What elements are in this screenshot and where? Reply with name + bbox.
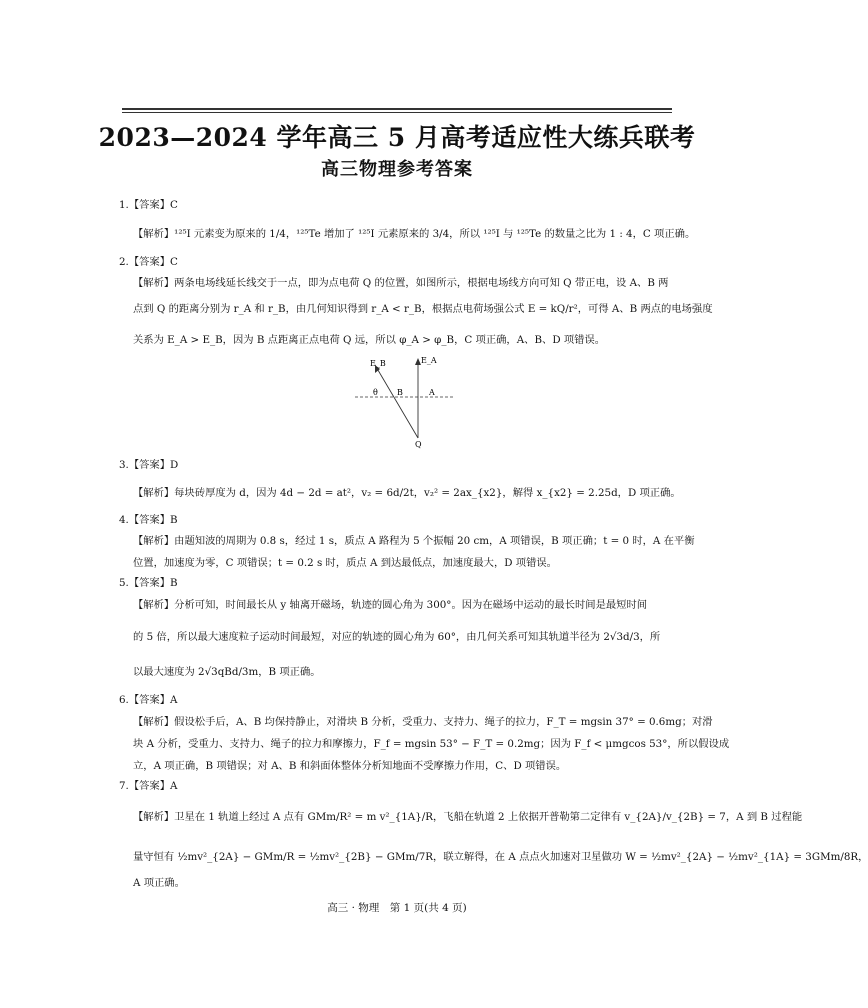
- label-b: B: [397, 388, 403, 397]
- question-1-answer: [119, 198, 178, 212]
- page-title: 2023—2024 学年高三 5 月高考适应性大练兵联考: [98, 123, 696, 152]
- question-2-explanation-line-2: 点到 Q 的距离分别为 r_A 和 r_B，由几何知识得到 r_A < r_B，根据点电荷场强公式 E = kQ/r²，可得 A、B 两点的电场强度: [133, 303, 713, 315]
- label-ea: E_A: [421, 356, 437, 365]
- question-6-explanation-line-1: 【解析】假设松手后，A、B 均保持静止，对滑块 B 分析，受重力、支持力、绳子的拉力，F_T = mgsin 37° = 0.6mg；对滑: [133, 716, 713, 728]
- question-5-answer: [119, 576, 178, 590]
- label-eb: E_B: [370, 359, 386, 368]
- question-1-explanation: 【解析】¹²⁵I 元素变为原来的 1/4，¹²⁵Te 增加了 ¹²⁵I 元素原来的 3/4，所以 ¹²⁵I 与 ¹²⁵Te 的数量之比为 1 : 4，C 项正确。: [133, 228, 696, 240]
- question-6-answer: [119, 693, 177, 707]
- question-5-explanation-line-1: 【解析】分析可知，时间最长从 y 轴离开磁场，轨迹的圆心角为 300°。因为在磁场中运动的最长时间是最短时间: [133, 599, 648, 611]
- question-4-answer: [119, 513, 178, 527]
- label-a: A: [429, 388, 435, 397]
- answer-label: 【答案】B: [128, 514, 178, 526]
- label-q: Q: [415, 440, 422, 449]
- question-4-explanation-line-1: 【解析】由题知波的周期为 0.8 s，经过 1 s，质点 A 路程为 5 个振幅 20 cm，A 项错误，B 项正确；t = 0 时，A 在平衡: [133, 535, 695, 547]
- question-6-explanation-line-2: 块 A 分析，受重力、支持力、绳子的拉力和摩擦力，F_f = mgsin 53° − F_T = 0.2mg；因为 F_f < μmgcos 53°，所以假设成: [133, 738, 730, 750]
- question-6-explanation-line-3: 立，A 项正确，B 项错误；对 A、B 和斜面体整体分析知地面不受摩擦力作用，C、D 项错误。: [133, 760, 567, 772]
- question-5-explanation-line-2: 的 5 倍，所以最大速度粒子运动时间最短，对应的轨迹的圆心角为 60°，由几何关系可知其轨道半径为 2√3d/3，所: [133, 631, 661, 643]
- page-footer: 高三 · 物理 第 1 页(共 4 页): [327, 902, 467, 914]
- question-number: 6.: [119, 694, 129, 706]
- question-number: 2.: [119, 256, 129, 268]
- top-rule-thin: [122, 112, 672, 113]
- question-5-explanation-line-3: 以最大速度为 2√3qBd/3m，B 项正确。: [133, 666, 321, 678]
- electric-field-diagram: [355, 350, 495, 450]
- answer-label: 【答案】A: [128, 694, 178, 706]
- answer-label: 【答案】A: [128, 780, 178, 792]
- answer-label: 【答案】C: [128, 199, 178, 211]
- answer-label: 【答案】B: [128, 577, 178, 589]
- question-7-explanation-line-3: A 项正确。: [133, 877, 185, 889]
- answer-label: 【答案】C: [128, 256, 178, 268]
- question-7-answer: [119, 779, 177, 793]
- question-2-explanation-line-1: 【解析】两条电场线延长线交于一点，即为点电荷 Q 的位置，如图所示，根据电场线方向可知 Q 带正电，设 A、B 两: [133, 277, 669, 289]
- top-rule-thick: [122, 108, 672, 110]
- question-number: 1.: [119, 199, 129, 211]
- page-subtitle: 高三物理参考答案: [321, 159, 473, 180]
- question-number: 7.: [119, 780, 129, 792]
- question-4-explanation-line-2: 位置，加速度为零，C 项错误；t = 0.2 s 时，质点 A 到达最低点，加速度最大，D 项错误。: [133, 557, 557, 569]
- question-2-explanation-line-3: 关系为 E_A > E_B，因为 B 点距离正点电荷 Q 远，所以 φ_A > φ_B，C 项正确，A、B、D 项错误。: [133, 334, 606, 346]
- question-7-explanation-line-2: 量守恒有 ½mv²_{2A} − GMm/R = ½mv²_{2B} − GMm/7R，联立解得，在 A 点点火加速对卫星做功 W = ½mv²_{2A} − ½mv²_{1A} = 3GMm/8R，: [133, 851, 868, 863]
- question-3-explanation: 【解析】每块砖厚度为 d，因为 4d − 2d = at²，v₂ = 6d/2t，v₂² = 2ax_{x2}，解得 x_{x2} = 2.25d，D 项正确。: [133, 487, 681, 499]
- label-theta: θ: [373, 388, 378, 397]
- question-7-explanation-line-1: 【解析】卫星在 1 轨道上经过 A 点有 GMm/R² = m v²_{1A}/R，飞船在轨道 2 上依据开普勒第二定律有 v_{2A}/v_{2B} = 7，A 到 B 过程能: [133, 811, 803, 823]
- answer-label: 【答案】D: [128, 459, 179, 471]
- question-3-answer: [119, 458, 178, 472]
- question-2-answer: [119, 255, 178, 269]
- question-number: 5.: [119, 577, 129, 589]
- field-line-eb: [375, 365, 418, 438]
- question-number: 4.: [119, 514, 129, 526]
- question-number: 3.: [119, 459, 129, 471]
